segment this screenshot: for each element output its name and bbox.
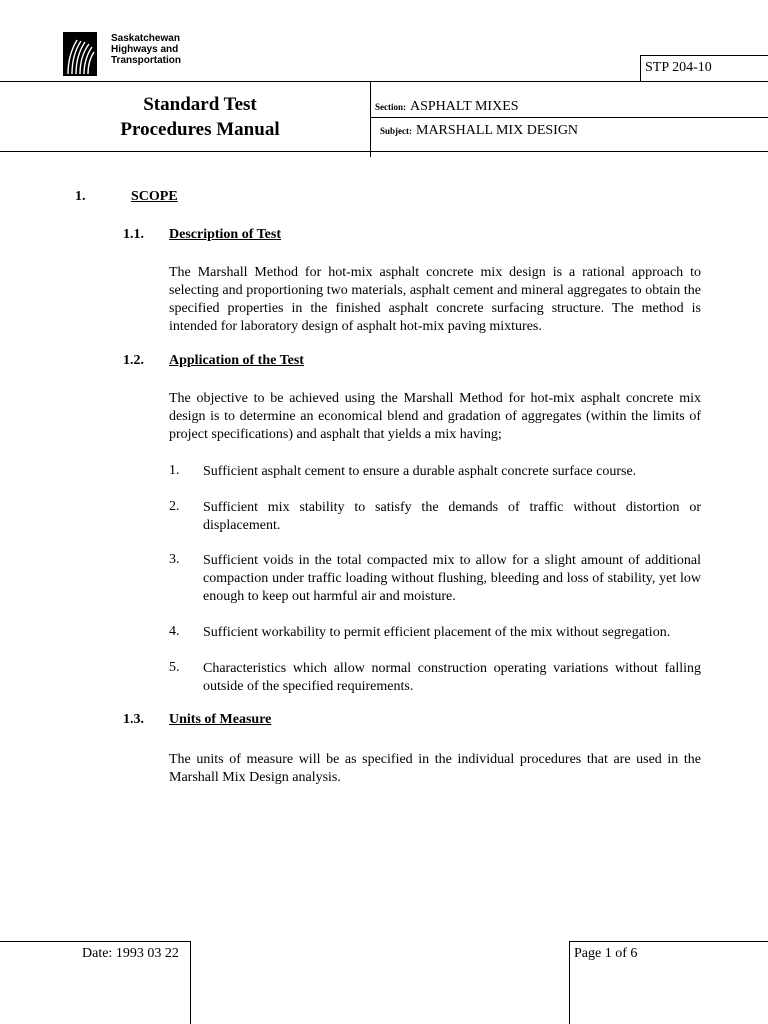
section-subject-divider bbox=[370, 117, 768, 118]
list-item: Sufficient voids in the total compacted mix to allow for a slight amount of additional compaction under traffic loading without flushing, bleeding and loss of stability, yet low enough to keep out harmful air and moisture. bbox=[203, 553, 701, 604]
footer-left-rule bbox=[0, 941, 190, 942]
section-1-2-heading: Application of the Test bbox=[169, 353, 304, 368]
header-top-rule bbox=[0, 81, 768, 82]
list-item-number: 3. bbox=[169, 552, 180, 567]
section-field bbox=[375, 97, 519, 115]
manual-title-line: Standard Test bbox=[143, 94, 257, 115]
stp-number: STP 204-10 bbox=[645, 60, 712, 75]
header-column-divider bbox=[370, 81, 371, 157]
section-1-1-heading: Description of Test bbox=[169, 227, 281, 242]
list-item-number: 2. bbox=[169, 499, 180, 514]
scope-number: 1. bbox=[75, 189, 86, 204]
org-line: Highways and bbox=[111, 44, 179, 55]
manual-title-line: Procedures Manual bbox=[120, 119, 280, 140]
section-1-1-paragraph: The Marshall Method for hot-mix asphalt concrete mix design is a rational approach to selecting and proportioning two materials, asphalt cement and mineral aggregates to obtain the specified properties in the finished asphalt concrete surfacing structure. The method is intended for laboratory design of asphalt hot-mix paving mixtures. bbox=[169, 265, 701, 334]
org-line: Transportation bbox=[111, 55, 182, 66]
subject-field bbox=[380, 121, 578, 139]
saskatchewan-logo-icon bbox=[63, 32, 97, 76]
footer-right-divider bbox=[569, 941, 570, 1024]
section-1-2-paragraph: The objective to be achieved using the Marshall Method for hot-mix asphalt concrete mix design is to determine an economical blend and gradation of aggregates (within the limits of project specifications) and asphalt that yields a mix having; bbox=[169, 391, 701, 442]
list-item-number: 1. bbox=[169, 463, 180, 478]
organization-name bbox=[111, 33, 181, 66]
footer-page-number: Page 1 of 6 bbox=[574, 946, 638, 961]
section-1-3-heading: Units of Measure bbox=[169, 712, 272, 727]
footer-left-divider bbox=[190, 941, 191, 1024]
section-1-3-number: 1.3. bbox=[123, 712, 144, 727]
footer-right-rule bbox=[569, 941, 768, 942]
list-item: Sufficient workability to permit efficient placement of the mix without segregation. bbox=[203, 625, 671, 640]
list-item: Sufficient mix stability to satisfy the demands of traffic without distortion or displacement. bbox=[203, 500, 701, 533]
list-item: Sufficient asphalt cement to ensure a durable asphalt concrete surface course. bbox=[203, 464, 637, 479]
list-item: Characteristics which allow normal construction operating variations without falling outside of the specified requirements. bbox=[203, 661, 701, 694]
header-bottom-rule bbox=[0, 151, 768, 152]
section-1-2-number: 1.2. bbox=[123, 353, 144, 368]
section-label: Section: bbox=[375, 102, 406, 112]
stp-box-divider bbox=[640, 55, 641, 81]
subject-value: MARSHALL MIX DESIGN bbox=[416, 123, 579, 138]
section-value: ASPHALT MIXES bbox=[410, 99, 519, 114]
scope-heading: SCOPE bbox=[131, 189, 178, 204]
list-item-number: 4. bbox=[169, 624, 180, 639]
subject-label: Subject: bbox=[380, 126, 412, 136]
section-1-1-number: 1.1. bbox=[123, 227, 144, 242]
list-item-number: 5. bbox=[169, 660, 180, 675]
manual-title bbox=[100, 92, 300, 142]
stp-box-top-rule bbox=[640, 55, 768, 56]
footer-date: Date: 1993 03 22 bbox=[82, 946, 179, 961]
section-1-3-paragraph: The units of measure will be as specified in the individual procedures that are used in the Marshall Mix Design analysis. bbox=[169, 752, 701, 785]
org-line: Saskatchewan bbox=[111, 33, 180, 44]
